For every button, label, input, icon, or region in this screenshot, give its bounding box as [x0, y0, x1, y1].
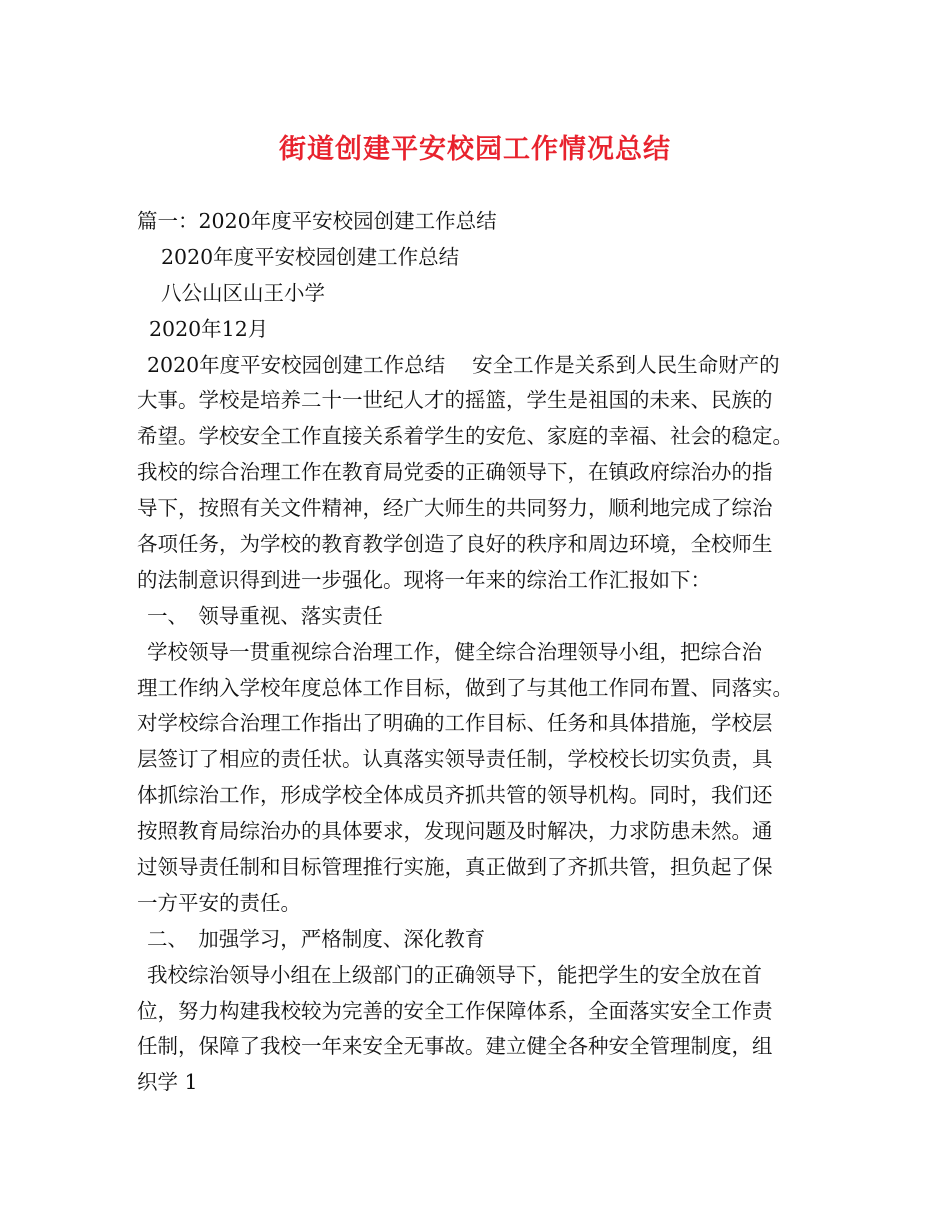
text-line: 二、 加强学习，严格制度、深化教育 [147, 926, 486, 951]
text-line: 我校综治领导小组在上级部门的正确领导下，能把学生的安全放在首 [147, 962, 762, 987]
text-line: 篇一：2020年度平安校园创建工作总结 [137, 209, 497, 233]
document-title: 街道创建平安校园工作情况总结 [279, 134, 671, 165]
text-line: 学校领导一贯重视综合治理工作，健全综合治理领导小组，把综合治 [147, 639, 762, 664]
text-line: 各项任务，为学校的教育教学创造了良好的秩序和周边环境，全校师生 [137, 532, 773, 557]
text-line: 按照教育局综治办的具体要求，发现问题及时解决，力求防患未然。通 [137, 819, 773, 844]
text-line: 我校的综合治理工作在教育局党委的正确领导下，在镇政府综治办的指 [137, 460, 773, 485]
text-line: 体抓综治工作，形成学校全体成员齐抓共管的领导机构。同时，我们还 [137, 783, 773, 808]
text-line: 层签订了相应的责任状。认真落实领导责任制，学校校长切实负责，具 [137, 747, 773, 772]
text-line: 过领导责任制和目标管理推行实施，真正做到了齐抓共管，担负起了保 [137, 855, 773, 880]
text-line: 2020年12月 [149, 316, 269, 341]
text-line: 一方平安的责任。 [137, 890, 301, 915]
text-line: 希望。学校安全工作直接关系着学生的安危、家庭的幸福、社会的稳定。 [137, 424, 793, 449]
text-line: 任制，保障了我校一年来安全无事故。建立健全各种安全管理制度，组 [137, 1034, 773, 1059]
text-line: 理工作纳入学校年度总体工作目标，做到了与其他工作同布置、同落实。 [137, 675, 793, 700]
document-body [137, 204, 827, 1101]
text-line: 2020年度平安校园创建工作总结 安全工作是关系到人民生命财产的 [147, 352, 780, 377]
text-line: 的法制意识得到进一步强化。现将一年来的综治工作汇报如下： [137, 567, 711, 592]
text-line: 织学 1 [137, 1070, 198, 1095]
text-line: 对学校综合治理工作指出了明确的工作目标、任务和具体措施，学校层 [137, 711, 773, 736]
text-line: 八公山区山王小学 [161, 280, 325, 305]
text-line: 位，努力构建我校较为完善的安全工作保障体系，全面落实安全工作责 [137, 998, 773, 1023]
text-line: 2020年度平安校园创建工作总结 [161, 244, 460, 269]
text-line: 一、 领导重视、落实责任 [147, 603, 383, 628]
text-line: 导下，按照有关文件精神，经广大师生的共同努力，顺利地完成了综治 [137, 496, 773, 521]
text-line: 大事。学校是培养二十一世纪人才的摇篮，学生是祖国的未来、民族的 [137, 388, 773, 413]
